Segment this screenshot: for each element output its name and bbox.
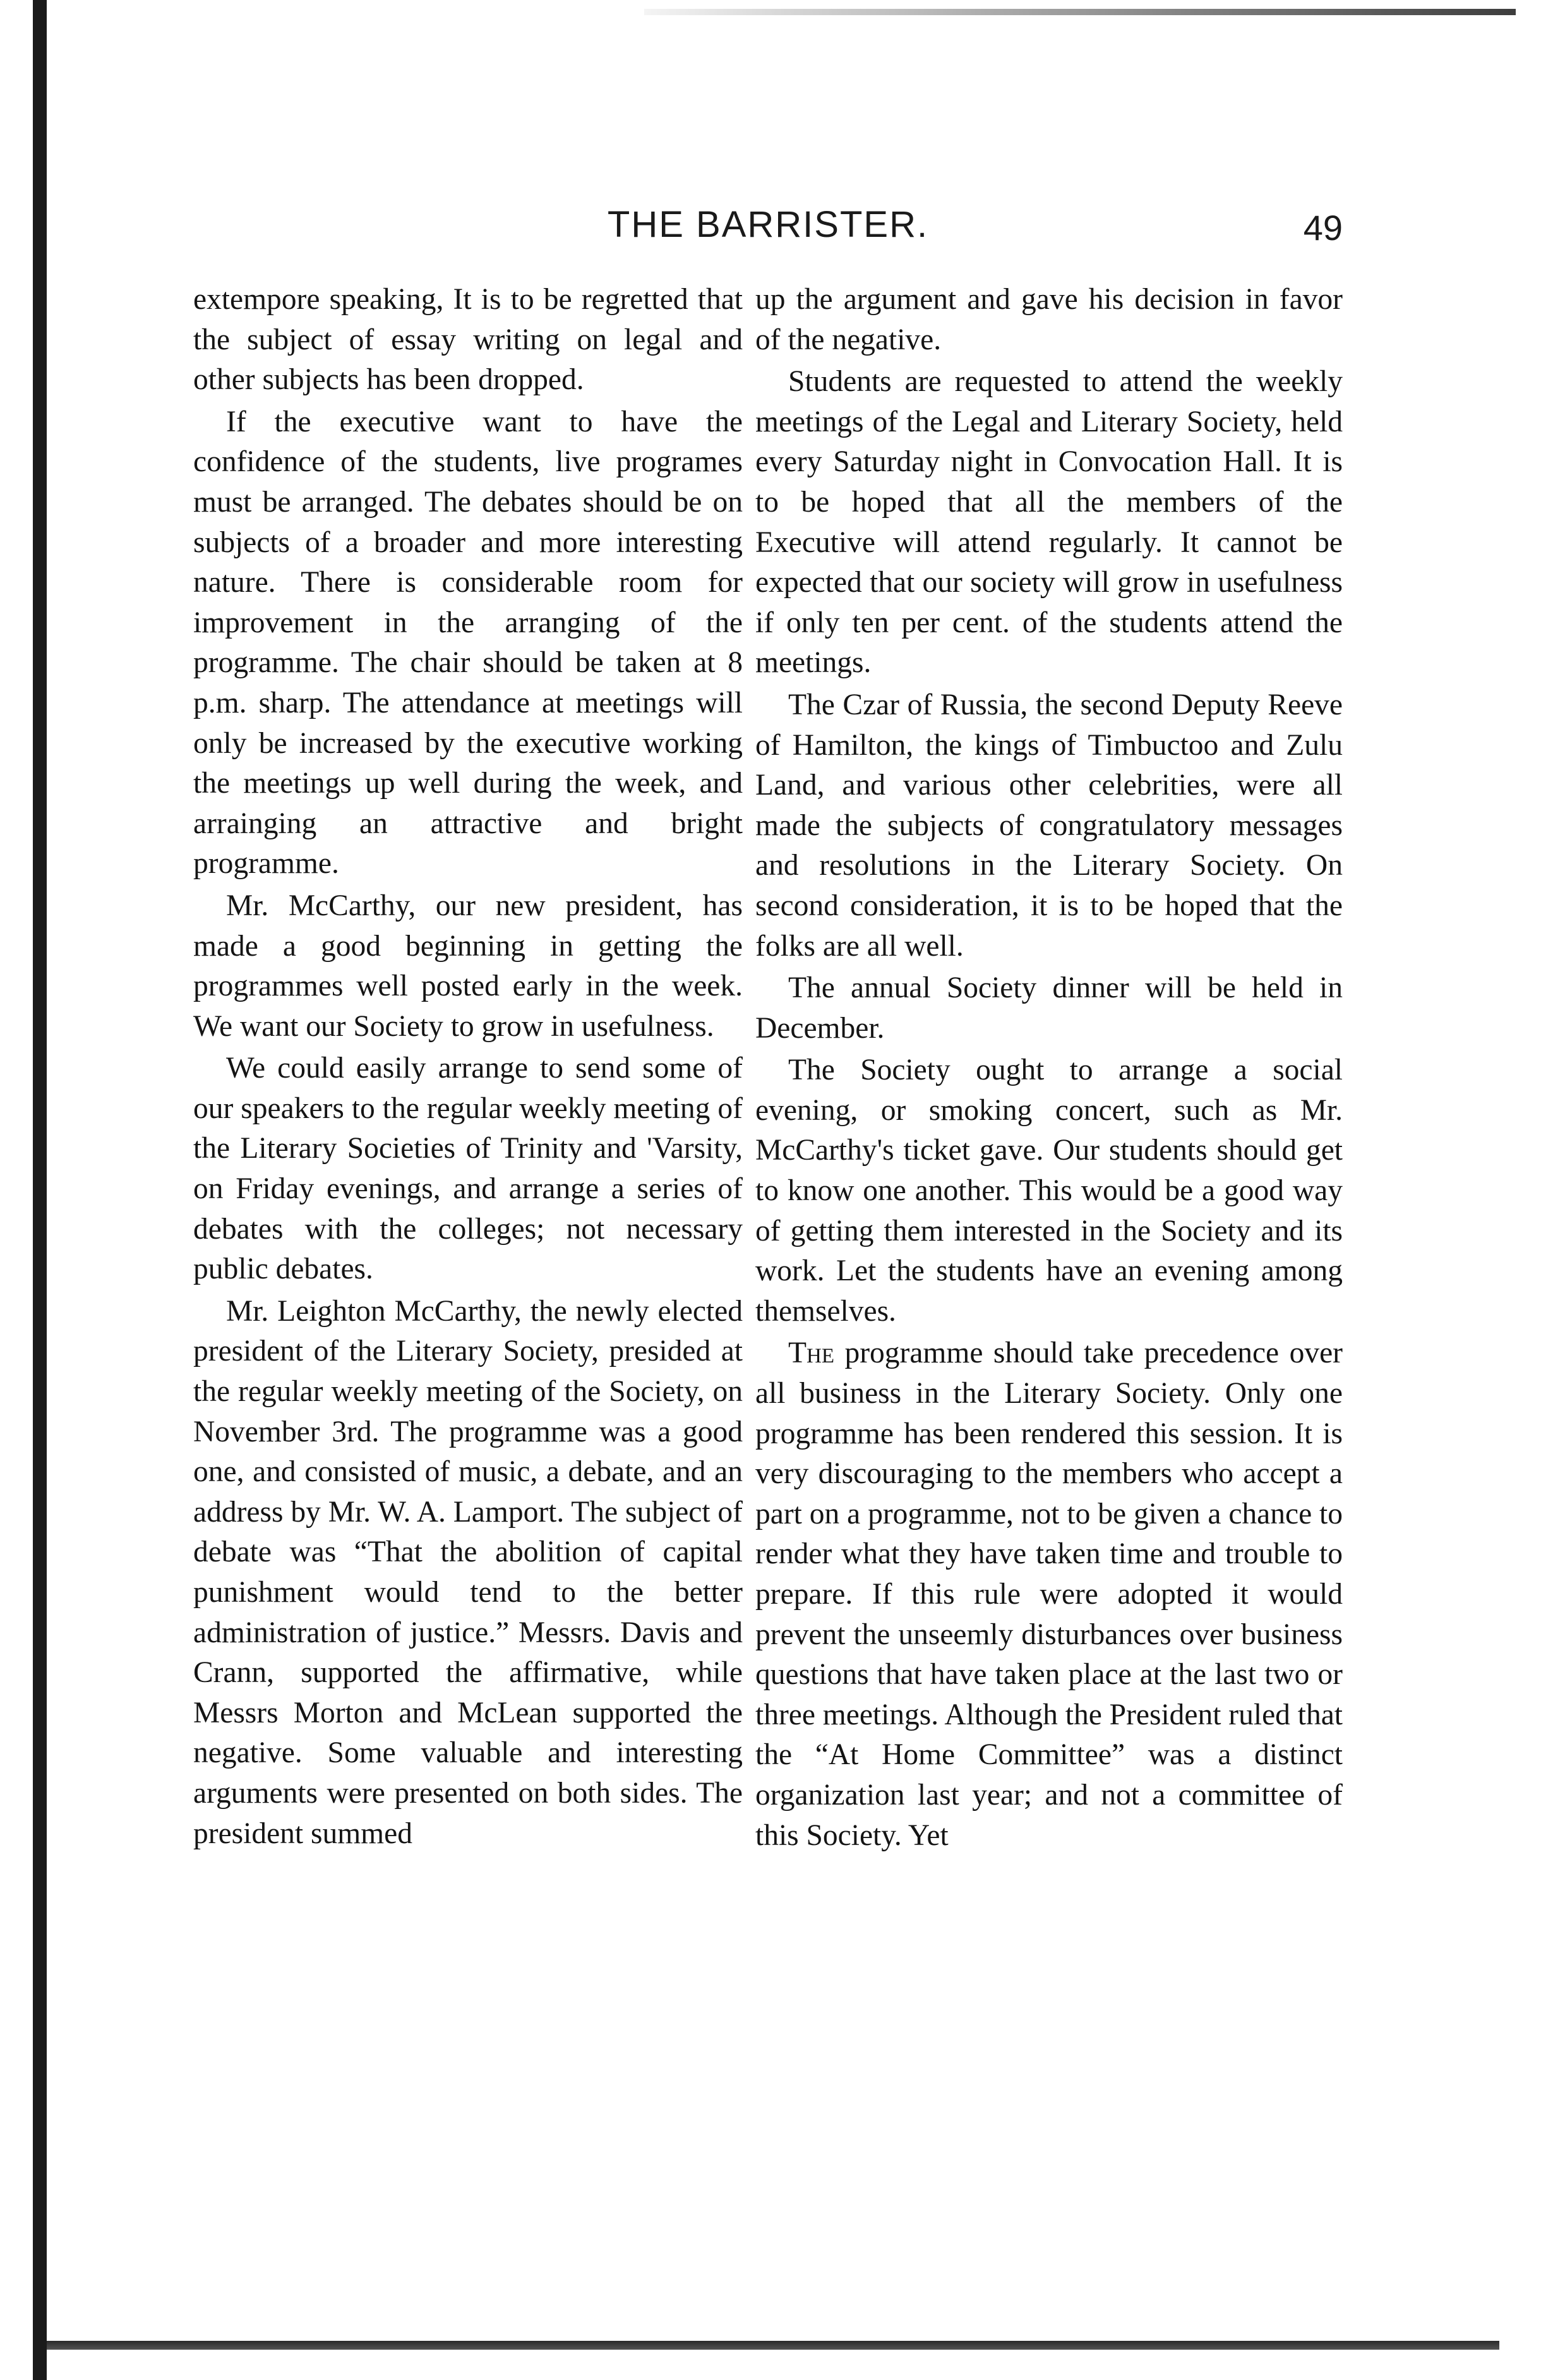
paragraph xyxy=(755,1333,1343,1856)
paragraph: extempore speaking, It is to be regretted that the subject of essay writing on legal and other subjects has been dropped. xyxy=(193,283,743,397)
scan-edge-top xyxy=(644,9,1516,15)
scan-edge-bottom xyxy=(47,2341,1499,2350)
paragraph: The Society ought to arrange a social evening, or smoking concert, such as Mr. McCarthy's ticket gave. Our students should get to know one another. This would be a good way of getting them interested in the Society and its work. Let the students have an evening among themselves. xyxy=(755,1054,1343,1328)
left-column xyxy=(193,280,743,1856)
lead-word: The xyxy=(788,1337,835,1370)
running-title: THE BARRISTER. xyxy=(607,204,929,245)
paragraph: The Czar of Russia, the second Deputy Reeve of Hamilton, the kings of Timbuctoo and Zulu Land, and various other celebrities, were all made the subjects of congratulatory messages and resolutions in the Literary Society. On second consideration, it is to be hoped that the folks are all well. xyxy=(755,688,1343,963)
right-column xyxy=(755,280,1343,1858)
paragraph: up the argument and gave his decision in favor of the negative. xyxy=(755,283,1343,356)
paragraph: Mr. Leighton McCarthy, the newly elected president of the Literary Society, presided at the regular weekly meeting of the Society, on November 3rd. The programme was a good one, and consisted of music, a debate, and an address by Mr. W. A. Lamport. The subject of debate was “That the abolition of capital punishment would tend to the better administration of justice.” Messrs. Davis and Crann, supported the affirmative, while Messrs Morton and McLean supported the negative. Some valuable and interesting arguments were presented on both sides. The president summed xyxy=(193,1294,743,1850)
paragraph-body: programme should take precedence over all business in the Literary Society. Only one programme has been rendered this session. It is very discouraging to the members who accept a part on a programme, not to be given a chance to render what they have taken time and trouble to prepare. If this rule were adopted it would prevent the unseemly disturbances over business questions that have taken place at the last two or three meetings. Although the President ruled that the “At Home Committee” was a distinct organization last year; and not a committee of this Society. Yet xyxy=(755,1337,1343,1852)
page-number: 49 xyxy=(1303,208,1343,248)
paragraph: Mr. McCarthy, our new president, has made a good beginning in getting the programmes well posted early in the week. We want our Society to grow in usefulness. xyxy=(193,889,743,1043)
page-header xyxy=(193,203,1343,254)
paragraph: If the executive want to have the confidence of the students, live programes must be arranged. The debates should be on subjects of a broader and more interesting nature. There is considerable room for improvement in the arranging of the programme. The chair should be taken at 8 p.m. sharp. The attendance at meetings will only be increased by the executive working the meetings up well during the week, and arrainging an attractive and bright programme. xyxy=(193,405,743,880)
scan-edge-left xyxy=(33,0,47,2380)
paragraph: Students are requested to attend the weekly meetings of the Legal and Literary Society, held every Saturday night in Convocation Hall. It is to be hoped that all the members of the Executive will attend regularly. It cannot be expected that our society will grow in usefulness if only ten per cent. of the students attend the meetings. xyxy=(755,365,1343,680)
paragraph: We could easily arrange to send some of our speakers to the regular weekly meeting of the Literary Societies of Trinity and 'Varsity, on Friday evenings, and arrange a series of debates with the colleges; not necessary public debates. xyxy=(193,1052,743,1286)
paragraph: The annual Society dinner will be held in December. xyxy=(755,971,1343,1045)
